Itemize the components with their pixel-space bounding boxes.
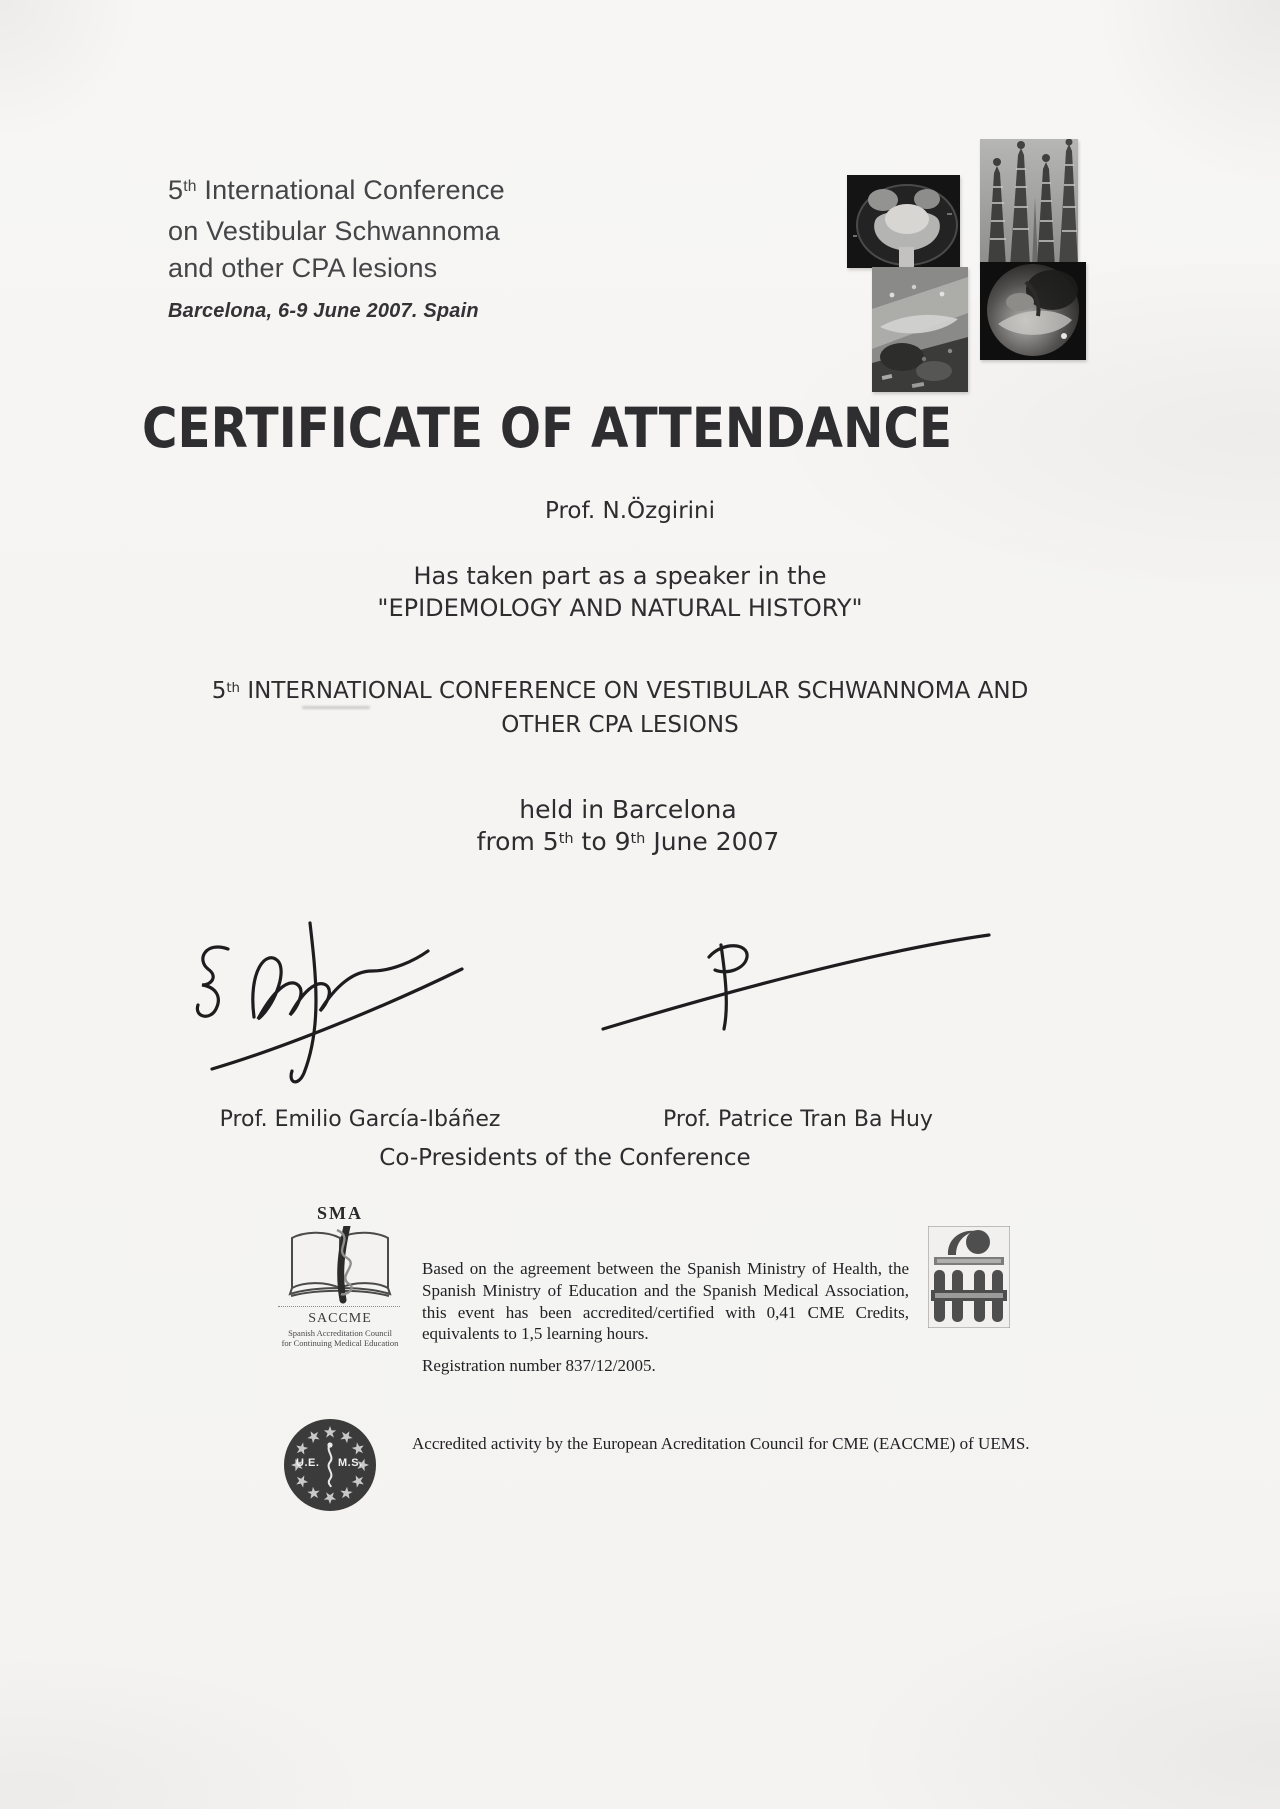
- dates-line: from 5th to 9th June 2007: [476, 827, 780, 856]
- signatory-left-name: Prof. Emilio García-Ibáñez: [219, 1107, 501, 1132]
- saccme-name: SACCME: [308, 1311, 372, 1326]
- sagrada-familia-spires-image: [980, 139, 1078, 267]
- ear-endoscopy-image: [980, 262, 1086, 360]
- conference-name-line2: on Vestibular Schwannoma: [168, 216, 501, 246]
- conference-header: [168, 172, 505, 323]
- recipient-name: Prof. N.Özgirini: [544, 498, 716, 524]
- sma-label: SMA: [317, 1203, 363, 1223]
- scan-artifact-mark: [302, 706, 370, 709]
- signatories-role: Co-Presidents of the Conference: [379, 1145, 751, 1171]
- statement-session-title: "EPIDEMOLOGY AND NATURAL HISTORY": [377, 594, 863, 622]
- mri-brain-scan-image: [847, 175, 960, 268]
- conference-date-location: Barcelona, 6-9 June 2007. Spain: [168, 300, 479, 322]
- accreditation-paragraph: Based on the agreement between the Spanish Ministry of Health, the Spanish Ministry of Education and the Spanish Medical Association, this event has been accredited/certified with 0,41 CME Credits, equivalents to 1,5 learning hours.: [422, 1259, 909, 1344]
- saccme-caption: [258, 1329, 422, 1348]
- conference-title-line2: OTHER CPA LESIONS: [501, 712, 739, 738]
- saccme-caption-line2: for Continuing Medical Education: [281, 1337, 399, 1348]
- open-book-caduceus-icon: [287, 1226, 393, 1309]
- conference-title-line1: 5th INTERNATIONAL CONFERENCE ON VESTIBULAR SCHWANNOMA AND: [211, 678, 1029, 704]
- conference-name-line3: and other CPA lesions: [168, 253, 438, 283]
- comision-formacion-continuada-logo: [928, 1226, 1010, 1333]
- eaccme-accreditation-line: Accredited activity by the European Acreditation Council for CME (EACCME) of UEMS.: [412, 1434, 1030, 1453]
- statement-line1: Has taken part as a speaker in the: [413, 562, 827, 590]
- uems-text-right: M.S.: [338, 1457, 363, 1469]
- park-guell-mosaic-image: [872, 267, 968, 392]
- saccme-divider: [278, 1306, 400, 1307]
- certificate-title: CERTIFICATE OF ATTENDANCE: [142, 396, 953, 460]
- signatory-right-name: Prof. Patrice Tran Ba Huy: [663, 1107, 933, 1132]
- registration-number: Registration number 837/12/2005.: [422, 1356, 656, 1375]
- venue-line: held in Barcelona: [519, 795, 737, 824]
- uems-text-left: U.E.: [296, 1457, 320, 1469]
- left-signature: [190, 915, 520, 1085]
- saccme-caption-line1: Spanish Accreditation Council: [288, 1328, 392, 1338]
- uems-stars-circle-logo: [283, 1418, 377, 1512]
- conference-name-line1: 5th International Conference: [168, 175, 505, 205]
- right-signature: [595, 925, 995, 1035]
